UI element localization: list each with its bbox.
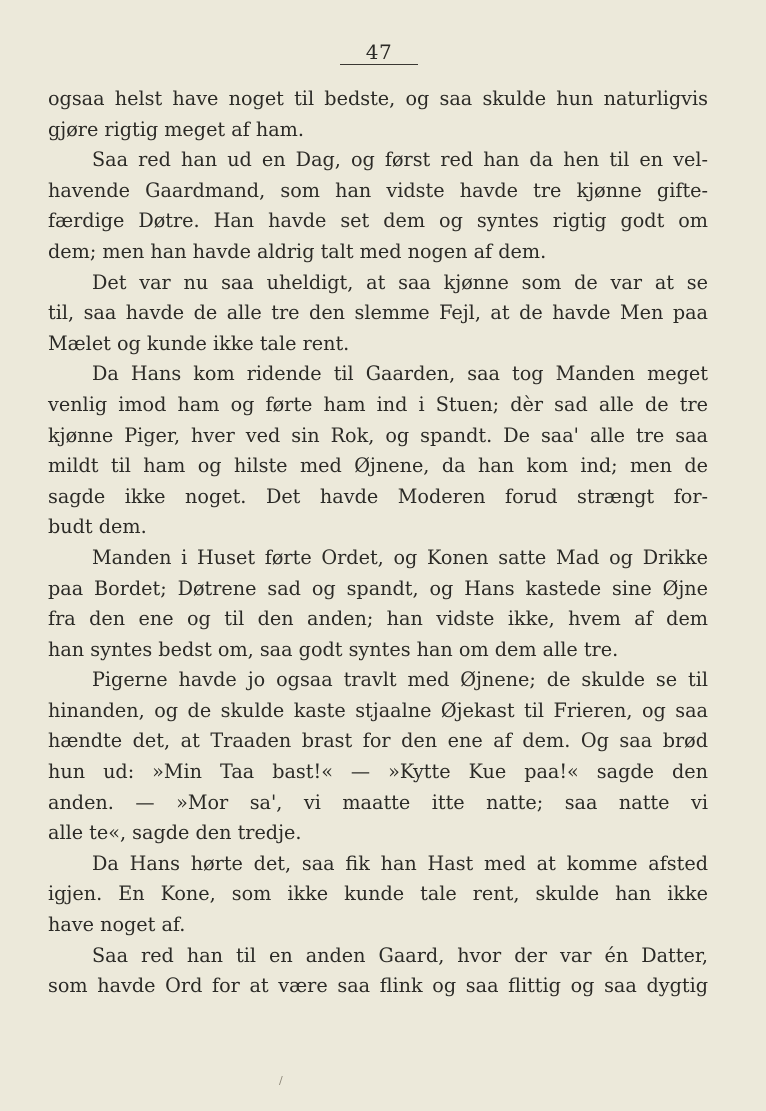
text-line: hinanden, og de skulde kaste stjaalne Øjekast til Frieren, og saa — [48, 698, 708, 722]
text-line: mildt til ham og hilste med Øjnene, da han kom ind; men de — [48, 454, 708, 478]
text-line: budt dem. — [48, 515, 147, 539]
text-line: ogsaa helst have noget til bedste, og saa skulde hun naturligvis — [48, 87, 708, 110]
text-line: Det var nu saa uheldigt, at saa kjønne som de var at se — [92, 270, 708, 294]
text-line: Manden i Huset førte Ordet, og Konen satte Mad og Drikke — [92, 545, 708, 569]
text-line: sagde ikke noget. Det havde Moderen forud strængt for- — [48, 484, 708, 508]
text-line: hun ud: »Min Taa bast!« — »Kytte Kue paa!« sagde den — [48, 760, 708, 784]
text-line: have noget af. — [48, 913, 186, 937]
text-line: Mælet og kunde ikke tale rent. — [48, 331, 350, 355]
text-line: hændte det, at Traaden brast for den ene af dem. Og saa brød — [48, 729, 708, 753]
text-line: fra den ene og til den anden; han vidste ikke, hvem af dem — [48, 607, 708, 631]
text-line: igjen. En Kone, som ikke kunde tale rent, skulde han ikke — [48, 882, 708, 906]
text-line: Saa red han til en anden Gaard, hvor der var én Datter, — [92, 943, 708, 967]
text-line: han syntes bedst om, saa godt syntes han om dem alle tre. — [48, 637, 619, 661]
text-line: paa Bordet; Døtrene sad og spandt, og Hans kastede sine Øjne — [48, 576, 708, 600]
text-line: som havde Ord for at være saa flink og saa flittig og saa dygtig — [48, 974, 708, 998]
page-number: 47 — [340, 40, 418, 65]
text-line: anden. — »Mor sa', vi maatte itte natte; saa natte vi — [48, 790, 708, 814]
text-line: kjønne Piger, hver ved sin Rok, og spandt. De saa' alle tre saa — [48, 423, 708, 447]
text-line: dem; men han havde aldrig talt med nogen af dem. — [48, 239, 547, 263]
scan-mark: ∕ — [279, 1074, 283, 1087]
text-line: Da Hans kom ridende til Gaarden, saa tog Manden meget — [92, 362, 708, 386]
text-line: færdige Døtre. Han havde set dem og syntes rigtig godt om — [48, 209, 708, 233]
text-line: gjøre rigtig meget af ham. — [48, 117, 304, 141]
body-text — [48, 84, 708, 1002]
text-line: alle te«, sagde den tredje. — [48, 821, 302, 845]
text-line: Da Hans hørte det, saa fik han Hast med at komme afsted — [92, 851, 708, 875]
text-line: havende Gaardmand, som han vidste havde tre kjønne gifte- — [48, 178, 708, 202]
text-line: venlig imod ham og førte ham ind i Stuen; dèr sad alle de tre — [48, 392, 708, 416]
text-line: Saa red han ud en Dag, og først red han da hen til en vel- — [92, 148, 708, 172]
text-line: Pigerne havde jo ogsaa travlt med Øjnene; de skulde se til — [92, 668, 708, 692]
text-line: til, saa havde de alle tre den slemme Fejl, at de havde Men paa — [48, 301, 708, 325]
